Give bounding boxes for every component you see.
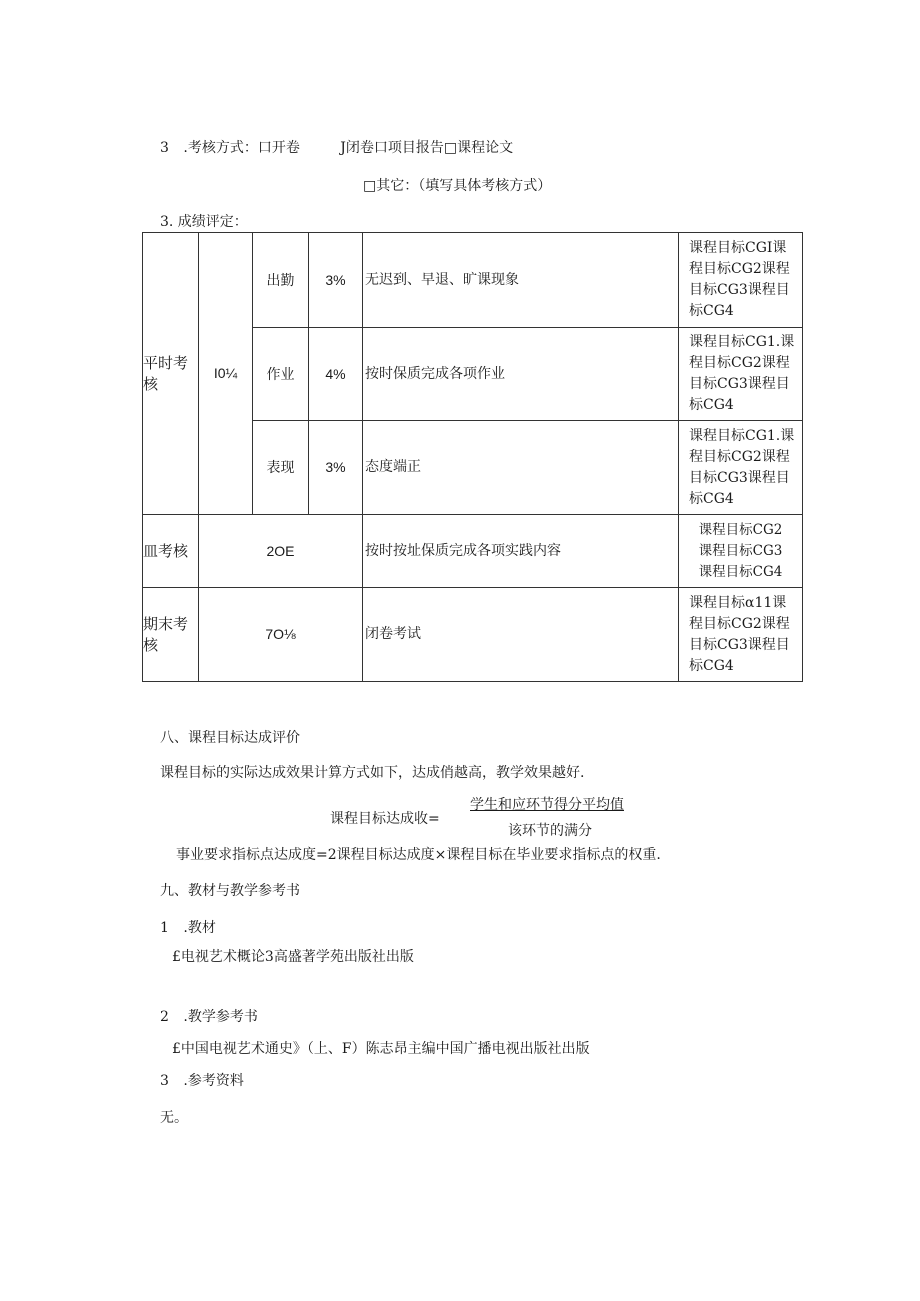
textbook-label-text: .教材 — [183, 920, 216, 936]
item-performance: 表现 — [253, 421, 309, 515]
practice-goal: 课程目标CG3 — [698, 542, 783, 559]
grading-table — [142, 232, 803, 682]
final-desc: 闭卷考试 — [363, 588, 679, 682]
formula-numerator: 学生和应环节得分平均值 — [470, 797, 624, 813]
materials-label-text: .参考资料 — [183, 1073, 244, 1089]
pct-attendance: 3% — [309, 233, 363, 328]
practice-goal: 课程目标CG2 — [698, 521, 783, 538]
reference-item: £中国电视艺术通史》（上、F）陈志昂主编中国广播电视出版社出版 — [172, 1041, 590, 1057]
table-row — [143, 588, 803, 682]
assessment-method-line — [160, 137, 513, 157]
goals-performance: 课程目标CG1.课程目标CG2课程目标CG3课程目标CG4 — [679, 421, 803, 515]
assessment-other: □其它：（填写具体考核方式） — [363, 178, 552, 194]
graduation-requirement-formula: 事业要求指标点达成度=2课程目标达成度×课程目标在毕业要求指标点的权重. — [176, 847, 661, 863]
table-row — [143, 233, 803, 328]
goals-attendance: 课程目标CGI课程目标CG2课程目标CG3课程目标CG4 — [679, 233, 803, 328]
item-homework: 作业 — [253, 328, 309, 421]
practice-weight: 2OE — [199, 515, 363, 588]
regular-weight: I0¼ — [199, 233, 253, 515]
textbook-item: £电视艺术概论3高盛著学苑出版社出版 — [172, 949, 414, 965]
desc-performance: 态度端正 — [363, 421, 679, 515]
section8-heading: 八、课程目标达成评价 — [160, 730, 300, 746]
pct-performance: 3% — [309, 421, 363, 515]
regular-assessment-label: 平时考核 — [143, 233, 199, 515]
textbook-num: 1 — [160, 920, 169, 936]
practice-goals — [679, 515, 803, 588]
final-weight: 7O⅛ — [199, 588, 363, 682]
materials-item: 无。 — [160, 1110, 188, 1126]
formula-denominator: 该环节的满分 — [508, 823, 592, 839]
desc-homework: 按时保质完成各项作业 — [363, 328, 679, 421]
final-assessment-label: 期末考核 — [143, 588, 199, 682]
table-row — [143, 515, 803, 588]
materials-label — [160, 1070, 244, 1090]
section8-intro: 课程目标的实际达成效果计算方式如下，达成俏越高，教学效果越好. — [160, 765, 585, 781]
pct-homework: 4% — [309, 328, 363, 421]
reference-num: 2 — [160, 1009, 169, 1025]
practice-desc: 按时按址保质完成各项实践内容 — [363, 515, 679, 588]
section9-heading: 九、教材与教学参考书 — [160, 883, 300, 899]
practice-goal: 课程目标CG4 — [698, 563, 783, 580]
formula-lhs: 课程目标达成收= — [330, 811, 440, 827]
assessment-options: J闭卷口项目报告□课程论文 — [340, 140, 514, 156]
assessment-num: 3 — [160, 140, 169, 156]
reference-label — [160, 1006, 258, 1026]
grading-heading: 3. 成绩评定： — [160, 214, 248, 230]
desc-attendance: 无迟到、早退、旷课现象 — [363, 233, 679, 328]
item-attendance: 出勤 — [253, 233, 309, 328]
final-goals: 课程目标α11课程目标CG2课程目标CG3课程目标CG4 — [679, 588, 803, 682]
textbook-label — [160, 917, 216, 937]
assessment-label: .考核方式：口开卷 — [183, 140, 300, 156]
materials-num: 3 — [160, 1073, 169, 1089]
goals-homework: 课程目标CG1.课程目标CG2课程目标CG3课程目标CG4 — [679, 328, 803, 421]
practice-assessment-label: 皿考核 — [143, 515, 199, 588]
reference-label-text: .教学参考书 — [183, 1009, 258, 1025]
